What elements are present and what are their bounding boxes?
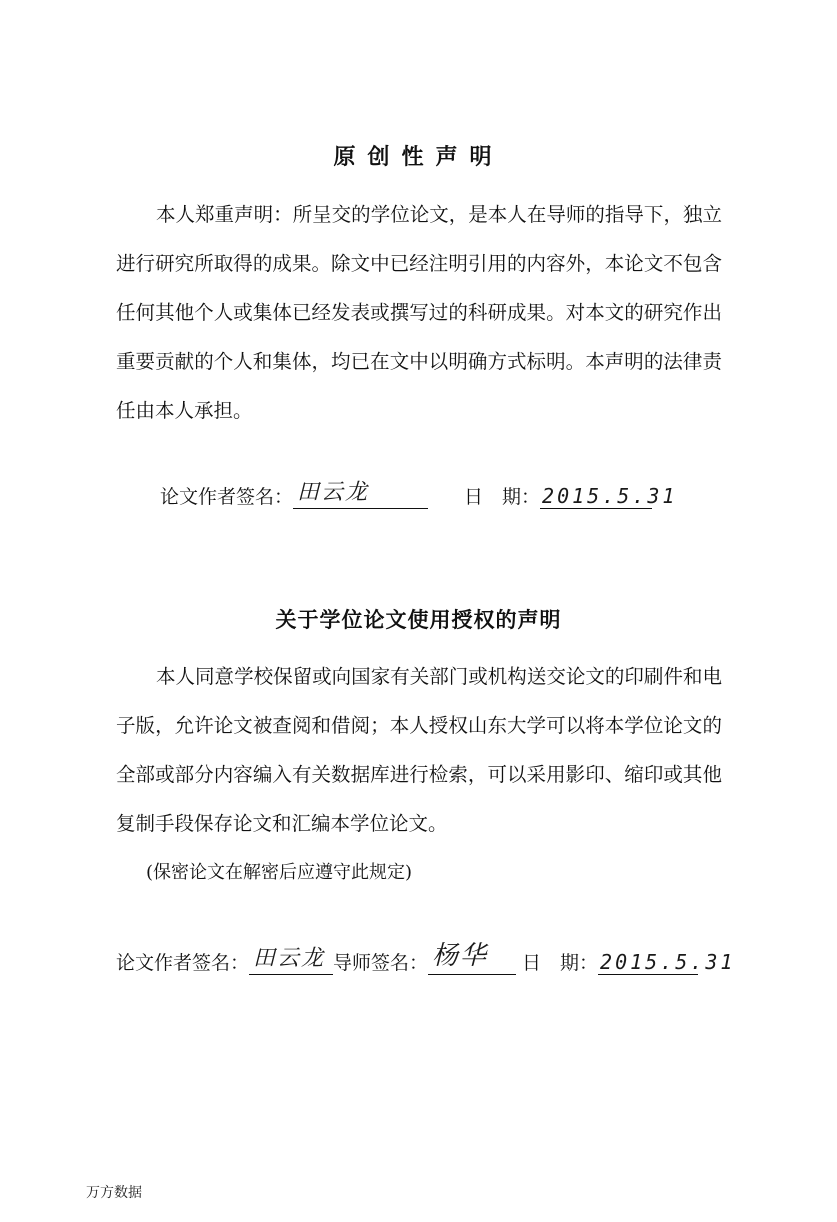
originality-signature-row xyxy=(160,478,678,509)
authorization-signature-row xyxy=(116,941,736,975)
originality-title: 原创性声明 xyxy=(333,144,504,170)
authorization-body: 本人同意学校保留或向国家有关部门或机构送交论文的印刷件和电子版，允许论文被查阅和借阅；本人授权山东大学可以将本学位论文的全部或部分内容编入有关数据库进行检索，可以采用影印、缩印或其他复制手段保存论文和汇编本学位论文。 xyxy=(116,665,722,835)
date-line xyxy=(540,478,678,509)
author-signature-line xyxy=(293,478,428,509)
advisor-signature-line xyxy=(428,941,516,975)
author-signature-line xyxy=(249,944,333,975)
date-value: 2015.5.31 xyxy=(600,950,736,974)
date-value: 2015.5.31 xyxy=(542,484,678,508)
author-signature-label: 论文作者签名： xyxy=(116,952,250,974)
advisor-signature-label: 导师签名： xyxy=(333,952,429,974)
author-signature-label: 论文作者签名： xyxy=(160,486,294,508)
source-watermark: 万方数据 xyxy=(86,1185,142,1201)
confidential-note: (保密论文在解密后应遵守此规定) xyxy=(146,862,413,883)
authorization-title: 关于学位论文使用授权的声明 xyxy=(275,607,562,632)
author-signature: 田云龙 xyxy=(253,946,326,971)
date-line xyxy=(598,944,736,975)
author-signature: 田云龙 xyxy=(297,480,370,505)
originality-body: 本人郑重声明：所呈交的学位论文，是本人在导师的指导下，独立进行研究所取得的成果。除文中已经注明引用的内容外，本论文不包含任何其他个人或集体已经发表或撰写过的科研成果。对本文的研究作出重要贡献的个人和集体，均已在文中以明确方式标明。本声明的法律责任由本人承担。 xyxy=(116,203,722,422)
date-label: 日 期： xyxy=(522,952,599,974)
advisor-signature: 杨华 xyxy=(432,941,489,971)
date-label: 日 期： xyxy=(464,486,541,508)
